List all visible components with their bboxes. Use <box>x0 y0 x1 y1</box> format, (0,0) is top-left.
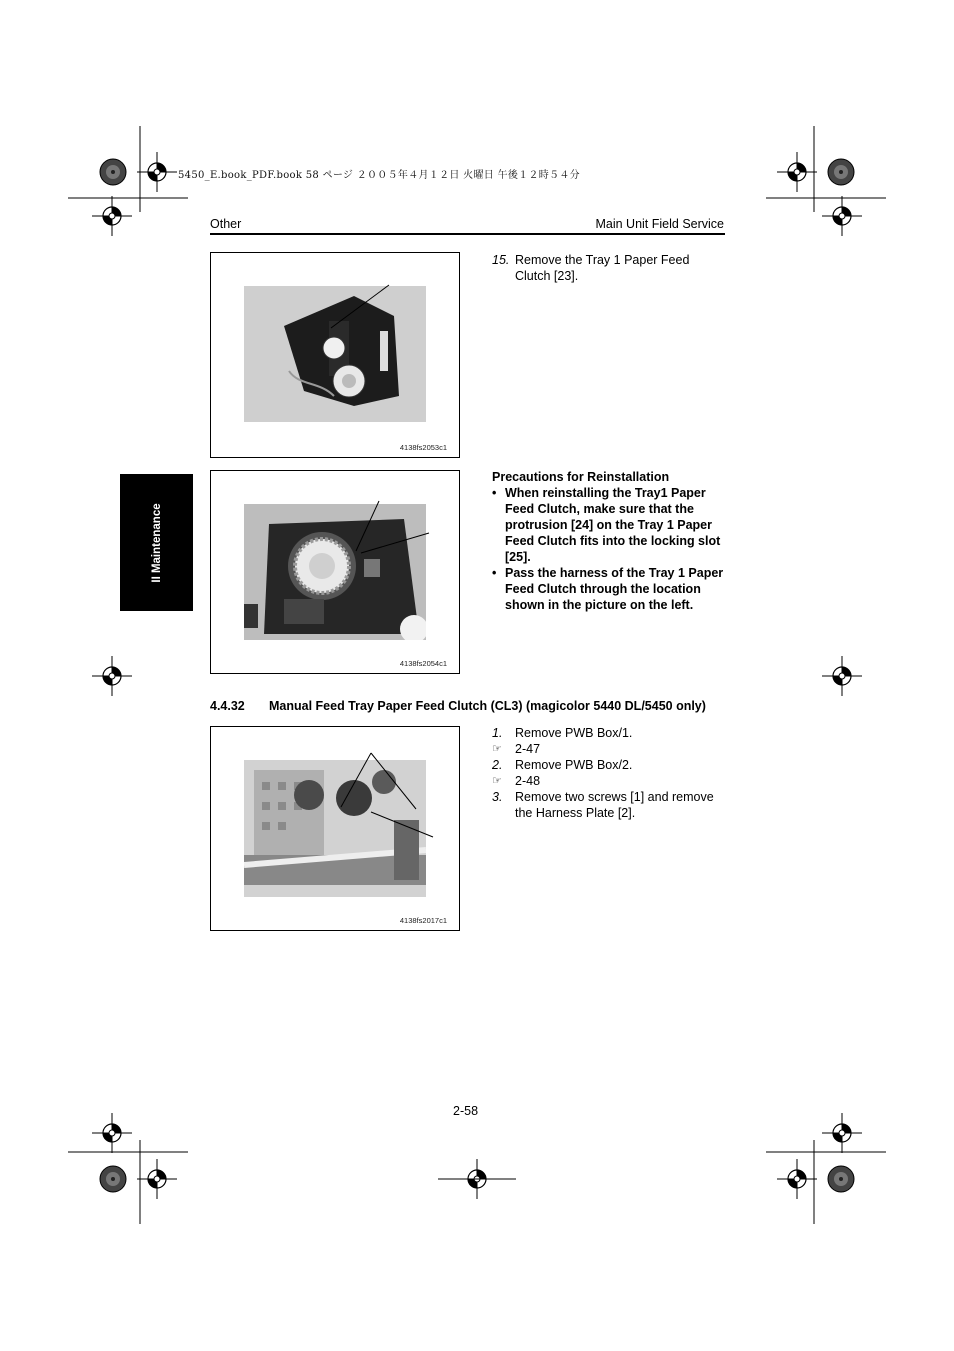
chapter-side-tab <box>120 474 193 611</box>
bullet-dot-icon: • <box>492 566 497 580</box>
figure-1 <box>210 252 460 458</box>
step-1-text: Remove PWB Box/1. <box>515 726 633 740</box>
reference-2 <box>492 773 722 789</box>
step-2 <box>492 757 722 773</box>
callout-lines-3 <box>211 727 459 930</box>
section-title: Manual Feed Tray Paper Feed Clutch (CL3) (magicolor 5440 DL/5450 only) <box>269 699 706 713</box>
reference-1-page[interactable]: 2-47 <box>515 742 541 756</box>
pointing-hand-icon: ☞ <box>492 775 502 787</box>
step-3 <box>492 789 722 821</box>
precaution-bullet-2 <box>492 565 722 629</box>
callout-lines-1 <box>211 253 459 457</box>
side-tab-label: II Maintenance <box>150 502 163 583</box>
step-3-text: Remove two screws [1] and remove the Harness Plate [2]. <box>515 790 714 820</box>
step-2-number: 2. <box>492 758 503 772</box>
step-15-text: Remove the Tray 1 Paper Feed Clutch [23]. <box>515 253 690 283</box>
callout-lines-2 <box>211 471 459 673</box>
figure-2-code: 4138fs2054c1 <box>399 659 447 668</box>
print-info-line: 5450_E.book_PDF.book 58 ページ ２００５年４月１２日 火曜日 午後１２時５４分 <box>178 170 580 181</box>
header-rule <box>210 233 725 235</box>
step-15-number: 15. <box>492 253 510 267</box>
step-3-number: 3. <box>492 790 503 804</box>
precaution-bullet-1 <box>492 485 722 565</box>
step-1 <box>492 725 722 741</box>
section-number: 4.4.32 <box>210 699 245 713</box>
step-1-number: 1. <box>492 726 503 740</box>
figure-1-code: 4138fs2053c1 <box>399 443 447 452</box>
page-number: 2-58 <box>453 1104 479 1118</box>
precautions-title: Precautions for Reinstallation <box>492 470 670 484</box>
step-15 <box>492 252 722 286</box>
figure-3-code: 4138fs2017c1 <box>399 916 447 925</box>
precaution-text-1: When reinstalling the Tray1 Paper Feed Clutch, make sure that the protrusion [24] on the Tray 1 Paper Feed Clutch fits into the locking slot [25]. <box>505 486 721 564</box>
figure-2 <box>210 470 460 674</box>
precaution-text-2: Pass the harness of the Tray 1 Paper Feed Clutch through the location shown in the picture on the left. <box>505 566 724 612</box>
header-section-name: Other <box>210 217 242 231</box>
reference-1 <box>492 741 722 757</box>
pointing-hand-icon: ☞ <box>492 743 502 755</box>
step-2-text: Remove PWB Box/2. <box>515 758 633 772</box>
reference-2-page[interactable]: 2-48 <box>515 774 541 788</box>
bullet-dot-icon: • <box>492 486 497 500</box>
header-chapter-title: Main Unit Field Service <box>595 217 724 231</box>
figure-3 <box>210 726 460 931</box>
